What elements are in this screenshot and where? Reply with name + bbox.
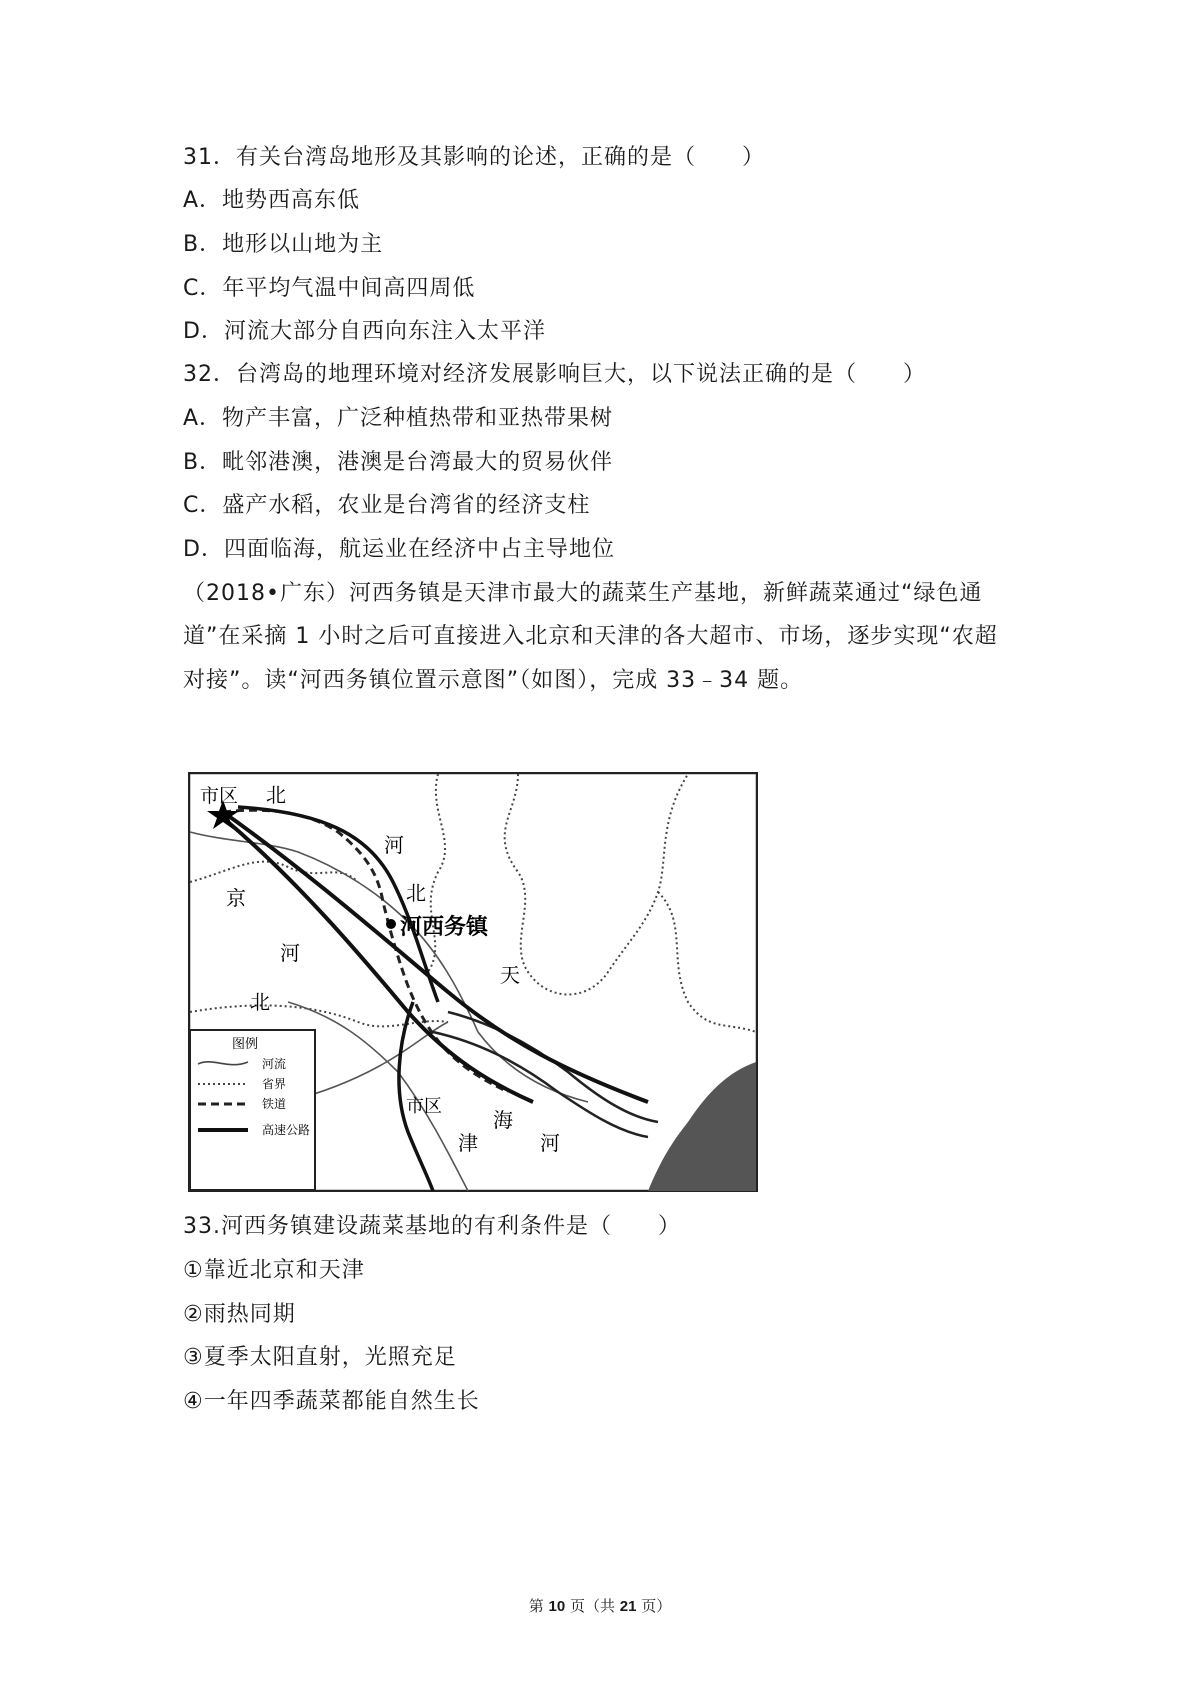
question-31-stem: 31．有关台湾岛地形及其影响的论述，正确的是（ ） — [183, 145, 765, 170]
intro-line-1: （2018•广东）河西务镇是天津市最大的蔬菜生产基地，新鲜蔬菜通过“绿色通 — [183, 581, 983, 606]
question-31-option-c: C．年平均气温中间高四周低 — [183, 276, 476, 301]
question-33-option-4: ④一年四季蔬菜都能自然生长 — [183, 1389, 480, 1414]
intro-line-3: 对接”。读“河西务镇位置示意图”（如图），完成 33﹣34 题。 — [183, 668, 804, 693]
label-beijing-city: 市区 — [200, 785, 239, 807]
label-hai: 海 — [493, 1108, 513, 1132]
question-33-stem: 33.河西务镇建设蔬菜基地的有利条件是（ ） — [183, 1214, 681, 1239]
question-33-option-3: ③夏季太阳直射，光照充足 — [183, 1345, 457, 1370]
label-hexiwu-town: 河西务镇 — [400, 915, 489, 940]
footer-mid: 页（共 — [565, 1597, 620, 1615]
label-jing: 京 — [226, 886, 246, 910]
footer-prefix: 第 — [528, 1597, 549, 1615]
legend-expressway: 高速公路 — [262, 1123, 311, 1137]
question-32-option-b: B．毗邻港澳，港澳是台湾最大的贸易伙伴 — [183, 450, 614, 475]
label-river-he: 河 — [540, 1131, 560, 1155]
legend-boundary: 省界 — [262, 1077, 287, 1091]
question-32-option-d: D．四面临海，航运业在经济中占主导地位 — [183, 537, 615, 562]
label-bei-left: 北 — [250, 990, 270, 1014]
label-tianjin-city: 市区 — [406, 1096, 442, 1117]
question-33-option-1: ①靠近北京和天津 — [183, 1258, 365, 1283]
question-32-stem: 32．台湾岛的地理环境对经济发展影响巨大，以下说法正确的是（ ） — [183, 362, 926, 387]
question-31-option-a: A．地势西高东低 — [183, 188, 361, 213]
footer-page-number: 10 — [548, 1598, 566, 1615]
hexiwu-town-marker-icon — [386, 919, 396, 929]
hexiwu-location-map — [188, 772, 758, 1192]
question-33-option-2: ②雨热同期 — [183, 1302, 296, 1327]
legend-box — [190, 1030, 315, 1190]
label-bei: 北 — [266, 783, 286, 807]
question-31-option-d: D．河流大部分自西向东注入太平洋 — [183, 319, 546, 344]
page-footer — [0, 1595, 1200, 1616]
footer-suffix: 页） — [636, 1597, 672, 1615]
label-bei-top: 北 — [406, 881, 426, 905]
question-32-option-c: C．盛产水稻，农业是台湾省的经济支柱 — [183, 493, 591, 518]
label-he-left: 河 — [280, 941, 300, 965]
question-31-option-b: B．地形以山地为主 — [183, 232, 384, 257]
legend-railway: 铁道 — [262, 1097, 287, 1111]
label-tian: 天 — [500, 963, 520, 987]
footer-total-pages: 21 — [619, 1598, 637, 1615]
label-jin: 津 — [458, 1131, 478, 1155]
legend-title: 图例 — [232, 1037, 259, 1052]
label-he-top: 河 — [384, 833, 404, 857]
map-legend — [190, 1030, 315, 1190]
question-32-option-a: A．物产丰富，广泛种植热带和亚热带果树 — [183, 406, 614, 431]
intro-line-2: 道”在采摘 1 小时之后可直接进入北京和天津的各大超市、市场，逐步实现“农超 — [183, 624, 998, 649]
legend-river: 河流 — [262, 1057, 287, 1071]
